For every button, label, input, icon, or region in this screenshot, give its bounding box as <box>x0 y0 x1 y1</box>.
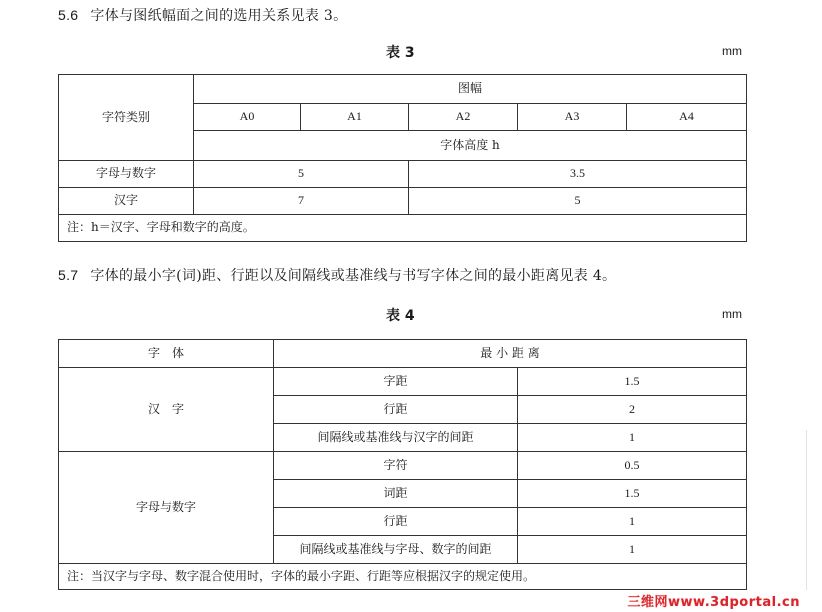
site-watermark: 三维网www.3dportal.cn <box>627 595 800 610</box>
value-chinese-a0-a1: 7 <box>194 188 409 215</box>
group-label-chinese: 汉 字 <box>59 368 274 452</box>
scan-artifact-line <box>806 430 807 590</box>
sheet-a1: A1 <box>301 104 409 131</box>
table-3-caption: 表 3 <box>386 45 415 61</box>
section-number: 5.7 <box>58 267 79 283</box>
font-header: 字 体 <box>59 340 274 368</box>
value-letters-a0-a1: 5 <box>194 161 409 188</box>
table-4-unit: mm <box>722 307 742 321</box>
section-5-6-heading <box>58 5 347 25</box>
section-5-7-heading <box>58 265 616 285</box>
sheet-a0: A0 <box>194 104 301 131</box>
row-label-chinese: 汉字 <box>59 188 194 215</box>
item-label: 间隔线或基准线与汉字的间距 <box>274 424 518 452</box>
group-label-letters-digits: 字母与数字 <box>59 452 274 564</box>
section-text: 字体与图纸幅面之间的选用关系见表 3。 <box>90 8 348 24</box>
item-value: 0.5 <box>518 452 747 480</box>
item-label: 行距 <box>274 396 518 424</box>
table-4 <box>58 339 747 590</box>
item-value: 1 <box>518 508 747 536</box>
sheet-a2: A2 <box>409 104 518 131</box>
section-number: 5.6 <box>58 7 79 23</box>
char-type-header: 字符类别 <box>59 75 194 161</box>
font-height-header: 字体高度 h <box>194 131 747 161</box>
item-value: 1 <box>518 536 747 564</box>
section-text: 字体的最小字(词)距、行距以及间隔线或基准线与书写字体之间的最小距离见表 4。 <box>90 268 617 284</box>
sheet-a4: A4 <box>627 104 747 131</box>
table-3-unit: mm <box>722 44 742 58</box>
item-label: 间隔线或基准线与字母、数字的间距 <box>274 536 518 564</box>
min-distance-header: 最 小 距 离 <box>274 340 747 368</box>
value-chinese-a2-a4: 5 <box>409 188 747 215</box>
item-label: 字距 <box>274 368 518 396</box>
item-value: 1.5 <box>518 480 747 508</box>
table-3 <box>58 74 747 242</box>
value-letters-a2-a4: 3.5 <box>409 161 747 188</box>
sheet-a3: A3 <box>518 104 627 131</box>
item-value: 1.5 <box>518 368 747 396</box>
table-4-note: 注：当汉字与字母、数字混合使用时，字体的最小字距、行距等应根据汉字的规定使用。 <box>59 564 747 590</box>
item-label: 词距 <box>274 480 518 508</box>
sheet-size-header: 图幅 <box>194 75 747 104</box>
item-label: 行距 <box>274 508 518 536</box>
item-value: 1 <box>518 424 747 452</box>
item-label: 字符 <box>274 452 518 480</box>
table-4-caption: 表 4 <box>386 308 415 324</box>
item-value: 2 <box>518 396 747 424</box>
table-3-note: 注：h＝汉字、字母和数字的高度。 <box>59 215 747 242</box>
row-label-letters-digits: 字母与数字 <box>59 161 194 188</box>
